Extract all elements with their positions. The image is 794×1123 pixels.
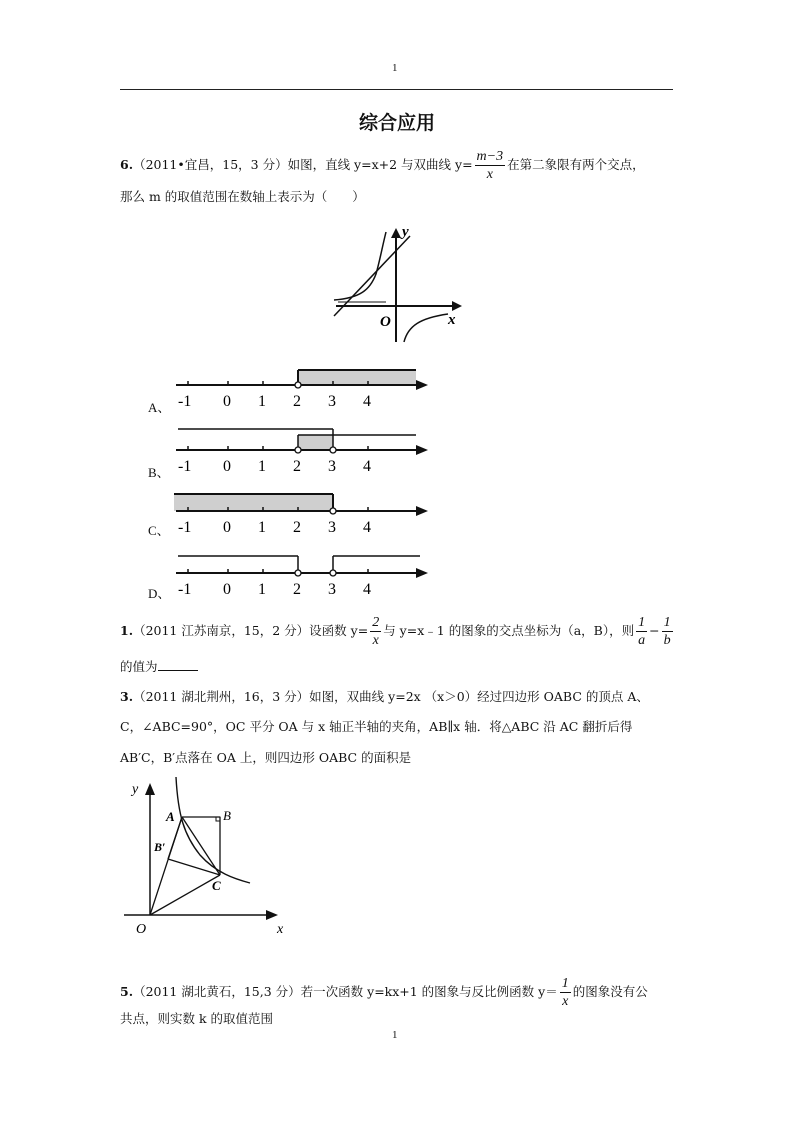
open-point [330, 570, 336, 576]
fraction [636, 614, 647, 649]
open-point [330, 447, 336, 453]
question-3-line-3: AB′C，B′点落在 OA 上，则四边形 OABC 的面积是 [120, 750, 412, 765]
tick-label: 0 [223, 519, 231, 536]
question-text: （2011•宜昌，15，3 分）如图，直线 y=x+2 与双曲线 y= [133, 157, 473, 172]
option-d-number-line [170, 550, 435, 598]
denominator: a [638, 633, 646, 648]
question-5-line-1 [120, 975, 648, 1010]
tick-label: 3 [328, 458, 336, 475]
tick-label: 2 [293, 519, 301, 536]
tick-label: 2 [293, 581, 301, 598]
tick-label: 1 [258, 393, 266, 410]
tick-label: 0 [223, 581, 231, 598]
tick-label: 3 [328, 581, 336, 598]
x-axis-arrow-icon [452, 301, 462, 311]
question-5-line-2: 共点，则实数 k 的取值范围 [120, 1011, 274, 1026]
question-text: （2011 江苏南京，15，2 分）设函数 y= [133, 623, 369, 638]
q3-quadrilateral-graph [120, 775, 300, 960]
x-axis-arrow-icon [266, 910, 278, 920]
fraction [475, 148, 506, 183]
tick-label: 1 [258, 519, 266, 536]
tick-label: 4 [363, 519, 371, 536]
denominator: x [562, 994, 569, 1009]
fraction [370, 614, 381, 649]
open-point [295, 382, 301, 388]
option-c-number-line [170, 488, 435, 536]
footer-page-number: 1 [392, 1029, 398, 1041]
header-page-number: 1 [392, 62, 398, 74]
tick-label: 2 [293, 393, 301, 410]
axis-arrow-icon [416, 380, 428, 390]
tick-label: 0 [223, 458, 231, 475]
y-axis-label: y [132, 782, 139, 797]
q6-function-graph [330, 220, 470, 350]
axis-arrow-icon [416, 445, 428, 455]
y-axis-arrow-icon [391, 228, 401, 238]
shaded-range [298, 435, 333, 450]
x-axis-label: x [277, 922, 284, 937]
question-3-line-2: C，∠ABC=90°，OC 平分 OA 与 x 轴正半轴的夹角，AB∥x 轴．将△ABC 沿 AC 翻折后得 [120, 719, 633, 734]
denominator: x [372, 633, 379, 648]
point-B-label: B [223, 808, 231, 823]
tick-label: 4 [363, 581, 371, 598]
header-rule [120, 89, 673, 90]
denominator: x [486, 167, 493, 182]
point-C-label: C [212, 878, 221, 893]
fraction [560, 975, 571, 1010]
hyperbola-branch-second-quadrant [334, 232, 386, 300]
shaded-range [174, 494, 333, 511]
axis-arrow-icon [416, 506, 428, 516]
numerator: 1 [561, 976, 569, 991]
option-d-label[interactable]: D、 [148, 586, 171, 601]
numerator: 2 [372, 615, 380, 630]
question-number: 6. [120, 157, 134, 172]
open-point [295, 570, 301, 576]
y-axis-label: y [402, 224, 409, 240]
shaded-range [298, 370, 416, 385]
question-text: （2011 湖北荆州，16，3 分）如图，双曲线 y=2x （x＞0）经过四边形 OABC 的顶点 A、 [133, 689, 649, 704]
question-3-line-1 [120, 689, 649, 705]
question-text: 在第二象限有两个交点， [507, 157, 645, 172]
question-1-line-2 [120, 658, 198, 675]
minus-sign: − [649, 623, 660, 638]
answer-blank[interactable] [158, 658, 198, 671]
point-O-label: O [136, 922, 147, 937]
tick-label: -1 [178, 458, 192, 475]
question-text: 的值为 [120, 659, 158, 674]
tick-label: 3 [328, 393, 336, 410]
question-text: 与 y=x﹣1 的图象的交点坐标为（a，B），则 [383, 623, 635, 638]
segment-AC [182, 817, 220, 875]
tick-label: 1 [258, 458, 266, 475]
tick-label: 2 [293, 458, 301, 475]
open-point [330, 508, 336, 514]
point-A-label: A [166, 809, 175, 824]
numerator: 1 [663, 615, 671, 630]
hyperbola-branch-fourth-quadrant [404, 314, 448, 342]
option-a-label[interactable]: A、 [148, 400, 171, 415]
question-text: 的图象没有公 [572, 984, 648, 999]
tick-label: -1 [178, 581, 192, 598]
question-6-line-2: 那么 m 的取值范围在数轴上表示为（ ） [120, 189, 365, 204]
question-number: 3. [120, 689, 134, 704]
option-b-label[interactable]: B、 [148, 465, 170, 480]
question-1-line-1 [120, 614, 675, 649]
question-number: 5. [120, 984, 134, 999]
tick-label: 0 [223, 393, 231, 410]
option-c-label[interactable]: C、 [148, 523, 170, 538]
option-a-number-line [170, 362, 435, 410]
numerator: 1 [638, 615, 646, 630]
question-number: 1. [120, 623, 134, 638]
fraction [662, 614, 673, 649]
numerator: m−3 [476, 149, 504, 164]
tick-label: 3 [328, 519, 336, 536]
section-title: 综合应用 [358, 112, 435, 134]
tick-label: 4 [363, 393, 371, 410]
tick-label: 1 [258, 581, 266, 598]
question-text: （2011 湖北黄石，15,3 分）若一次函数 y=kx+1 的图象与反比例函数 y＝ [133, 984, 558, 999]
tick-label: -1 [178, 393, 192, 410]
point-B-prime-label: B′ [154, 840, 166, 854]
open-point [295, 447, 301, 453]
axis-arrow-icon [416, 568, 428, 578]
denominator: b [663, 633, 671, 648]
option-b-number-line [170, 427, 435, 475]
origin-label: O [380, 314, 391, 330]
hyperbola [176, 777, 250, 883]
tick-label: 4 [363, 458, 371, 475]
tick-label: -1 [178, 519, 192, 536]
x-axis-label: x [448, 312, 456, 328]
question-6-line-1 [120, 148, 645, 183]
line-y-x-plus-2 [334, 236, 410, 316]
y-axis-arrow-icon [145, 783, 155, 795]
